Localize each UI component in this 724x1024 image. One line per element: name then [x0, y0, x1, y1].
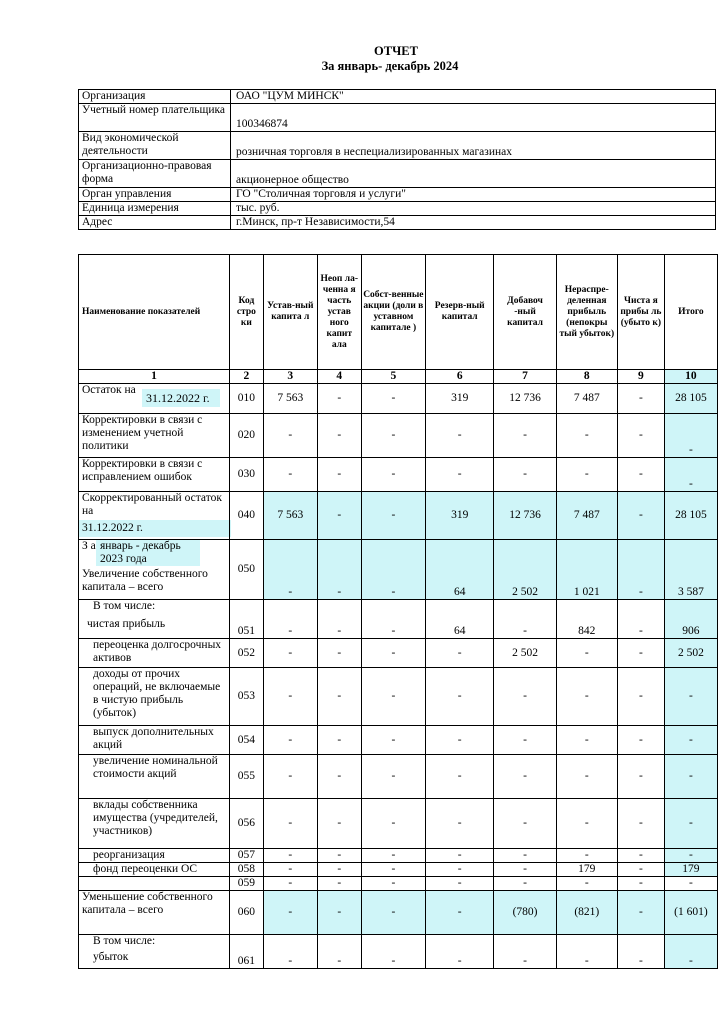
row-code: 010: [230, 384, 264, 414]
cell-value: -: [617, 799, 664, 849]
row-name-text: убыток: [93, 951, 129, 963]
info-value: розничная торговля в неспециализированных магазинах: [231, 132, 716, 160]
cell-value: 64: [426, 540, 494, 600]
row-name: доходы от прочих операций, не включаемые в чистую прибыль (убыток): [79, 668, 230, 726]
cell-value: 7 487: [556, 492, 617, 540]
info-row: [79, 90, 716, 104]
row-code: 051: [230, 600, 264, 639]
column-number: 3: [263, 370, 317, 384]
cell-value: -: [426, 458, 494, 492]
row-subheading: В том числе:: [93, 600, 156, 612]
cell-value: -: [664, 935, 717, 969]
equity-changes-table: [78, 254, 718, 969]
cell-value: 179: [556, 863, 617, 877]
info-row: [79, 132, 716, 160]
row-name: [79, 600, 230, 639]
cell-value: -: [556, 414, 617, 458]
cell-value: (1 601): [664, 891, 717, 935]
cell-value: 28 105: [664, 492, 717, 540]
cell-value: -: [556, 755, 617, 799]
table-row: [79, 492, 718, 540]
row-name: Уменьшение собственного капитала – всего: [79, 891, 230, 935]
column-number: 9: [617, 370, 664, 384]
header-retained-earnings: Нераспре-деленная прибыль (непокры тый убыток): [556, 255, 617, 370]
table-row: [79, 935, 718, 969]
cell-value: -: [426, 935, 494, 969]
cell-value: -: [617, 492, 664, 540]
table-row: [79, 891, 718, 935]
cell-value: -: [317, 540, 361, 600]
organization-info-table: [78, 89, 716, 230]
cell-value: -: [317, 877, 361, 891]
info-value: ОАО "ЦУМ МИНСК": [231, 90, 716, 104]
cell-value: -: [494, 600, 556, 639]
cell-value: -: [426, 755, 494, 799]
header-additional-capital: Добавоч -ный капитал: [494, 255, 556, 370]
row-code: 054: [230, 726, 264, 755]
cell-value: -: [617, 414, 664, 458]
cell-value: 2 502: [494, 639, 556, 668]
info-label: Орган управления: [79, 188, 231, 202]
cell-value: -: [263, 639, 317, 668]
cell-value: -: [361, 935, 425, 969]
cell-value: -: [556, 639, 617, 668]
cell-value: -: [361, 891, 425, 935]
cell-value: -: [494, 726, 556, 755]
cell-value: -: [617, 935, 664, 969]
cell-value: -: [556, 877, 617, 891]
cell-value: -: [361, 540, 425, 600]
cell-value: 7 563: [263, 492, 317, 540]
cell-value: -: [317, 384, 361, 414]
cell-value: -: [317, 458, 361, 492]
table-row: [79, 755, 718, 799]
cell-value: -: [263, 668, 317, 726]
cell-value: -: [617, 458, 664, 492]
row-code: 061: [230, 935, 264, 969]
row-code: 020: [230, 414, 264, 458]
cell-value: -: [263, 799, 317, 849]
row-code: 059: [230, 877, 264, 891]
cell-value: 28 105: [664, 384, 717, 414]
cell-value: -: [317, 891, 361, 935]
info-label: Организационно-правовая форма: [79, 160, 231, 188]
cell-value: -: [664, 849, 717, 863]
table-row: [79, 863, 718, 877]
cell-value: -: [494, 458, 556, 492]
cell-value: -: [263, 755, 317, 799]
cell-value: -: [426, 668, 494, 726]
info-label: Адрес: [79, 216, 231, 230]
table-row: [79, 414, 718, 458]
table-row: [79, 600, 718, 639]
row-name-text: чистая прибыль: [87, 618, 166, 630]
column-number: 1: [79, 370, 230, 384]
cell-value: -: [664, 755, 717, 799]
cell-value: -: [361, 863, 425, 877]
header-net-profit: Чиста я прибы ль (убыто к): [617, 255, 664, 370]
table-row: [79, 849, 718, 863]
row-date: 31.12.2022 г.: [79, 520, 231, 537]
cell-value: -: [263, 935, 317, 969]
cell-value: -: [494, 849, 556, 863]
cell-value: -: [426, 414, 494, 458]
cell-value: -: [664, 414, 717, 458]
row-name: вклады собственника имущества (учредителей, участников): [79, 799, 230, 849]
cell-value: -: [426, 891, 494, 935]
row-code: 058: [230, 863, 264, 877]
cell-value: -: [361, 849, 425, 863]
column-number: 5: [361, 370, 425, 384]
cell-value: -: [556, 935, 617, 969]
cell-value: -: [617, 877, 664, 891]
row-name-text: Увеличение собственного капитала – всего: [82, 568, 208, 593]
cell-value: -: [617, 863, 664, 877]
column-number: 6: [426, 370, 494, 384]
cell-value: -: [361, 877, 425, 891]
info-row: [79, 160, 716, 188]
cell-value: -: [426, 849, 494, 863]
cell-value: -: [317, 600, 361, 639]
cell-value: -: [263, 849, 317, 863]
cell-value: -: [263, 726, 317, 755]
cell-value: -: [263, 414, 317, 458]
cell-value: -: [617, 891, 664, 935]
column-number: 10: [664, 370, 717, 384]
cell-value: -: [263, 877, 317, 891]
row-name-text: Остаток на: [82, 384, 136, 396]
cell-value: -: [664, 877, 717, 891]
row-name-text: Скорректированный остаток на: [82, 492, 222, 517]
info-label: Учетный номер плательщика: [79, 104, 231, 132]
cell-value: 12 736: [494, 492, 556, 540]
cell-value: -: [617, 849, 664, 863]
info-row: [79, 216, 716, 230]
info-value: 100346874: [231, 104, 716, 132]
cell-value: 319: [426, 384, 494, 414]
cell-value: -: [426, 799, 494, 849]
cell-value: -: [617, 755, 664, 799]
table-row: [79, 540, 718, 600]
cell-value: -: [617, 668, 664, 726]
cell-value: -: [317, 414, 361, 458]
cell-value: -: [494, 668, 556, 726]
cell-value: -: [361, 639, 425, 668]
cell-value: -: [317, 492, 361, 540]
cell-value: -: [556, 726, 617, 755]
cell-value: 7 487: [556, 384, 617, 414]
cell-value: -: [361, 600, 425, 639]
table-row: [79, 668, 718, 726]
row-name: увеличение номинальной стоимости акций: [79, 755, 230, 799]
row-code: 060: [230, 891, 264, 935]
cell-value: -: [317, 755, 361, 799]
info-row: [79, 188, 716, 202]
row-name: [79, 935, 230, 969]
cell-value: 7 563: [263, 384, 317, 414]
row-name: переоценка долгосрочных активов: [79, 639, 230, 668]
cell-value: 842: [556, 600, 617, 639]
cell-value: -: [361, 414, 425, 458]
cell-value: -: [361, 799, 425, 849]
column-number: 7: [494, 370, 556, 384]
cell-value: -: [617, 639, 664, 668]
info-value: акционерное общество: [231, 160, 716, 188]
cell-value: -: [263, 540, 317, 600]
row-name: [79, 384, 230, 414]
info-label: Единица измерения: [79, 202, 231, 216]
cell-value: -: [617, 540, 664, 600]
header-charter-capital: Устав-ный капита л: [263, 255, 317, 370]
cell-value: -: [317, 849, 361, 863]
cell-value: (780): [494, 891, 556, 935]
column-number: 4: [317, 370, 361, 384]
row-code: 056: [230, 799, 264, 849]
cell-value: -: [263, 600, 317, 639]
cell-value: -: [494, 755, 556, 799]
cell-value: -: [664, 726, 717, 755]
cell-value: -: [664, 458, 717, 492]
cell-value: -: [317, 935, 361, 969]
cell-value: -: [317, 863, 361, 877]
table-row: [79, 799, 718, 849]
cell-value: -: [426, 726, 494, 755]
row-name: Корректировки в связи с исправлением ошибок: [79, 458, 230, 492]
cell-value: -: [494, 799, 556, 849]
row-period: январь - декабрь 2023 года: [96, 540, 200, 566]
header-reserve-capital: Резерв-ный капитал: [426, 255, 494, 370]
cell-value: -: [361, 384, 425, 414]
cell-value: -: [317, 799, 361, 849]
row-name: [79, 877, 230, 891]
cell-value: -: [617, 726, 664, 755]
cell-value: -: [494, 935, 556, 969]
cell-value: -: [263, 863, 317, 877]
row-date: 31.12.2022 г.: [142, 389, 220, 407]
cell-value: -: [317, 639, 361, 668]
row-name: фонд переоценки ОС: [79, 863, 230, 877]
header-name: Наименование показателей: [79, 255, 230, 370]
row-code: 040: [230, 492, 264, 540]
row-subheading: В том числе:: [93, 935, 156, 947]
cell-value: -: [426, 877, 494, 891]
row-code: 050: [230, 540, 264, 600]
row-name: [79, 540, 230, 600]
cell-value: 2 502: [664, 639, 717, 668]
row-prefix: З а: [82, 540, 96, 552]
cell-value: 319: [426, 492, 494, 540]
table-row: [79, 877, 718, 891]
info-value: ГО "Столичная торговля и услуги": [231, 188, 716, 202]
header-code: Код стро ки: [230, 255, 264, 370]
info-row: [79, 104, 716, 132]
cell-value: 64: [426, 600, 494, 639]
cell-value: -: [426, 639, 494, 668]
report-period: За январь- декабрь 2024: [321, 59, 459, 73]
table-row: [79, 458, 718, 492]
column-numbers-row: [79, 370, 718, 384]
info-row: [79, 202, 716, 216]
row-code: 030: [230, 458, 264, 492]
cell-value: 12 736: [494, 384, 556, 414]
cell-value: -: [263, 891, 317, 935]
row-code: 052: [230, 639, 264, 668]
cell-value: -: [317, 726, 361, 755]
cell-value: -: [556, 849, 617, 863]
table-row: [79, 726, 718, 755]
report-title: ОТЧЕТ: [374, 44, 418, 58]
cell-value: -: [556, 668, 617, 726]
cell-value: 1 021: [556, 540, 617, 600]
header-total: Итого: [664, 255, 717, 370]
cell-value: -: [556, 799, 617, 849]
row-name: выпуск дополнительных акций: [79, 726, 230, 755]
table-row: [79, 384, 718, 414]
cell-value: -: [361, 458, 425, 492]
cell-value: -: [263, 458, 317, 492]
header-own-shares: Собст-венные акции (доли в уставном капитале ): [361, 255, 425, 370]
table-row: [79, 639, 718, 668]
cell-value: -: [317, 668, 361, 726]
cell-value: 3 587: [664, 540, 717, 600]
cell-value: -: [617, 384, 664, 414]
cell-value: -: [426, 863, 494, 877]
cell-value: -: [361, 668, 425, 726]
info-label: Вид экономической деятельности: [79, 132, 231, 160]
cell-value: 179: [664, 863, 717, 877]
info-label: Организация: [79, 90, 231, 104]
cell-value: -: [494, 414, 556, 458]
cell-value: -: [494, 877, 556, 891]
row-code: 057: [230, 849, 264, 863]
column-number: 8: [556, 370, 617, 384]
cell-value: -: [664, 799, 717, 849]
cell-value: -: [361, 726, 425, 755]
row-code: 053: [230, 668, 264, 726]
cell-value: 906: [664, 600, 717, 639]
row-code: 055: [230, 755, 264, 799]
cell-value: -: [617, 600, 664, 639]
header-unpaid-capital: Неоп ла-ченна я часть устав ного капит ала: [317, 255, 361, 370]
cell-value: 2 502: [494, 540, 556, 600]
row-name: реорганизация: [79, 849, 230, 863]
column-number: 2: [230, 370, 264, 384]
row-name: Корректировки в связи с изменением учетной политики: [79, 414, 230, 458]
cell-value: -: [361, 492, 425, 540]
cell-value: (821): [556, 891, 617, 935]
info-value: тыс. руб.: [231, 202, 716, 216]
cell-value: -: [361, 755, 425, 799]
header-row: [79, 255, 718, 370]
cell-value: -: [664, 668, 717, 726]
row-name: [79, 492, 230, 540]
info-value: г.Минск, пр-т Независимости,54: [231, 216, 716, 230]
cell-value: -: [556, 458, 617, 492]
cell-value: -: [494, 863, 556, 877]
